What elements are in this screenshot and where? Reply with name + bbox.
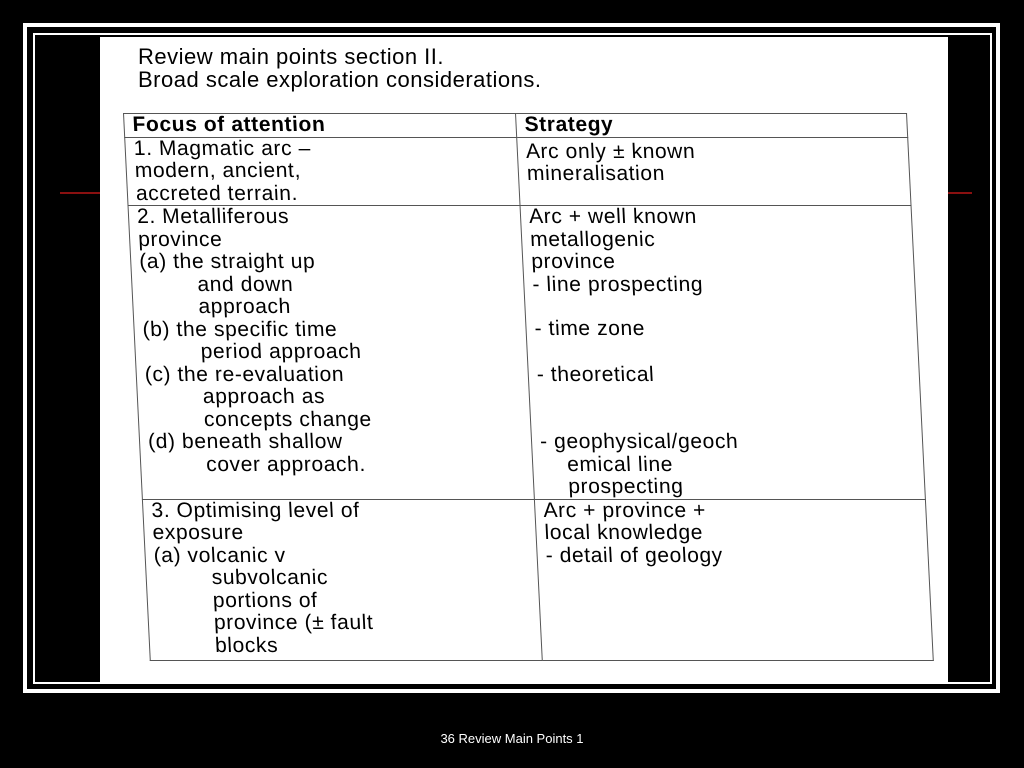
- title-line: Broad scale exploration considerations.: [138, 67, 542, 92]
- line: portions of: [212, 588, 319, 612]
- header-strategy: Strategy: [516, 114, 908, 138]
- decor-line-left: [60, 192, 100, 194]
- cell-strategy: [517, 137, 911, 206]
- line: (d) beneath shallow: [147, 430, 344, 453]
- cell-focus: [142, 499, 542, 660]
- title-line: Review main points section II.: [138, 44, 445, 69]
- line: period approach: [200, 340, 363, 363]
- line: prospecting: [567, 475, 685, 498]
- line: approach as: [202, 385, 326, 408]
- line: Arc only ± known: [525, 139, 696, 163]
- line: (a) volcanic v: [153, 543, 287, 567]
- line: metallogenic: [529, 227, 656, 251]
- line: province: [530, 250, 617, 273]
- line: 1. Magmatic arc –: [133, 136, 312, 160]
- line: - line prospecting: [531, 272, 704, 296]
- table-header-row: [124, 114, 908, 138]
- line: mineralisation: [526, 162, 666, 185]
- decor-line-right: [948, 192, 972, 194]
- line: Arc + well known: [528, 205, 698, 228]
- line: - time zone: [533, 317, 646, 340]
- line: - geophysical/geoch: [539, 430, 739, 453]
- cell-focus: [128, 206, 534, 500]
- cell-focus: [125, 137, 520, 206]
- table-row: [142, 499, 933, 660]
- line: concepts change: [203, 407, 373, 431]
- table-row: [128, 206, 925, 500]
- line: and down: [196, 272, 294, 296]
- line: 2. Metalliferous: [136, 205, 290, 228]
- review-table: [123, 113, 934, 661]
- line: province (± fault: [213, 611, 374, 634]
- slide-image: [100, 37, 948, 683]
- line: modern, ancient,: [134, 159, 302, 182]
- line: - theoretical: [536, 362, 655, 386]
- line: - detail of geology: [545, 543, 724, 567]
- line: province: [137, 227, 223, 251]
- slide-footer: 36 Review Main Points 1: [440, 731, 584, 746]
- line: (b) the specific time: [142, 317, 338, 341]
- line: exposure: [151, 521, 245, 544]
- line: subvolcanic: [211, 566, 329, 589]
- line: (c) the re-evaluation: [144, 362, 345, 386]
- line: blocks: [214, 633, 279, 657]
- table-row: [125, 137, 911, 206]
- line: Arc + province +: [542, 498, 707, 522]
- line: accreted terrain.: [135, 181, 299, 205]
- cell-strategy: [520, 206, 925, 500]
- cell-strategy: [534, 499, 933, 660]
- header-focus: Focus of attention: [124, 114, 517, 138]
- line: (a) the straight up: [138, 250, 316, 273]
- line: 3. Optimising level of: [150, 498, 361, 522]
- line: approach: [197, 295, 292, 318]
- line: cover approach.: [205, 452, 367, 476]
- slide-title: [138, 45, 542, 91]
- line: local knowledge: [543, 521, 704, 544]
- line: emical line: [566, 452, 674, 476]
